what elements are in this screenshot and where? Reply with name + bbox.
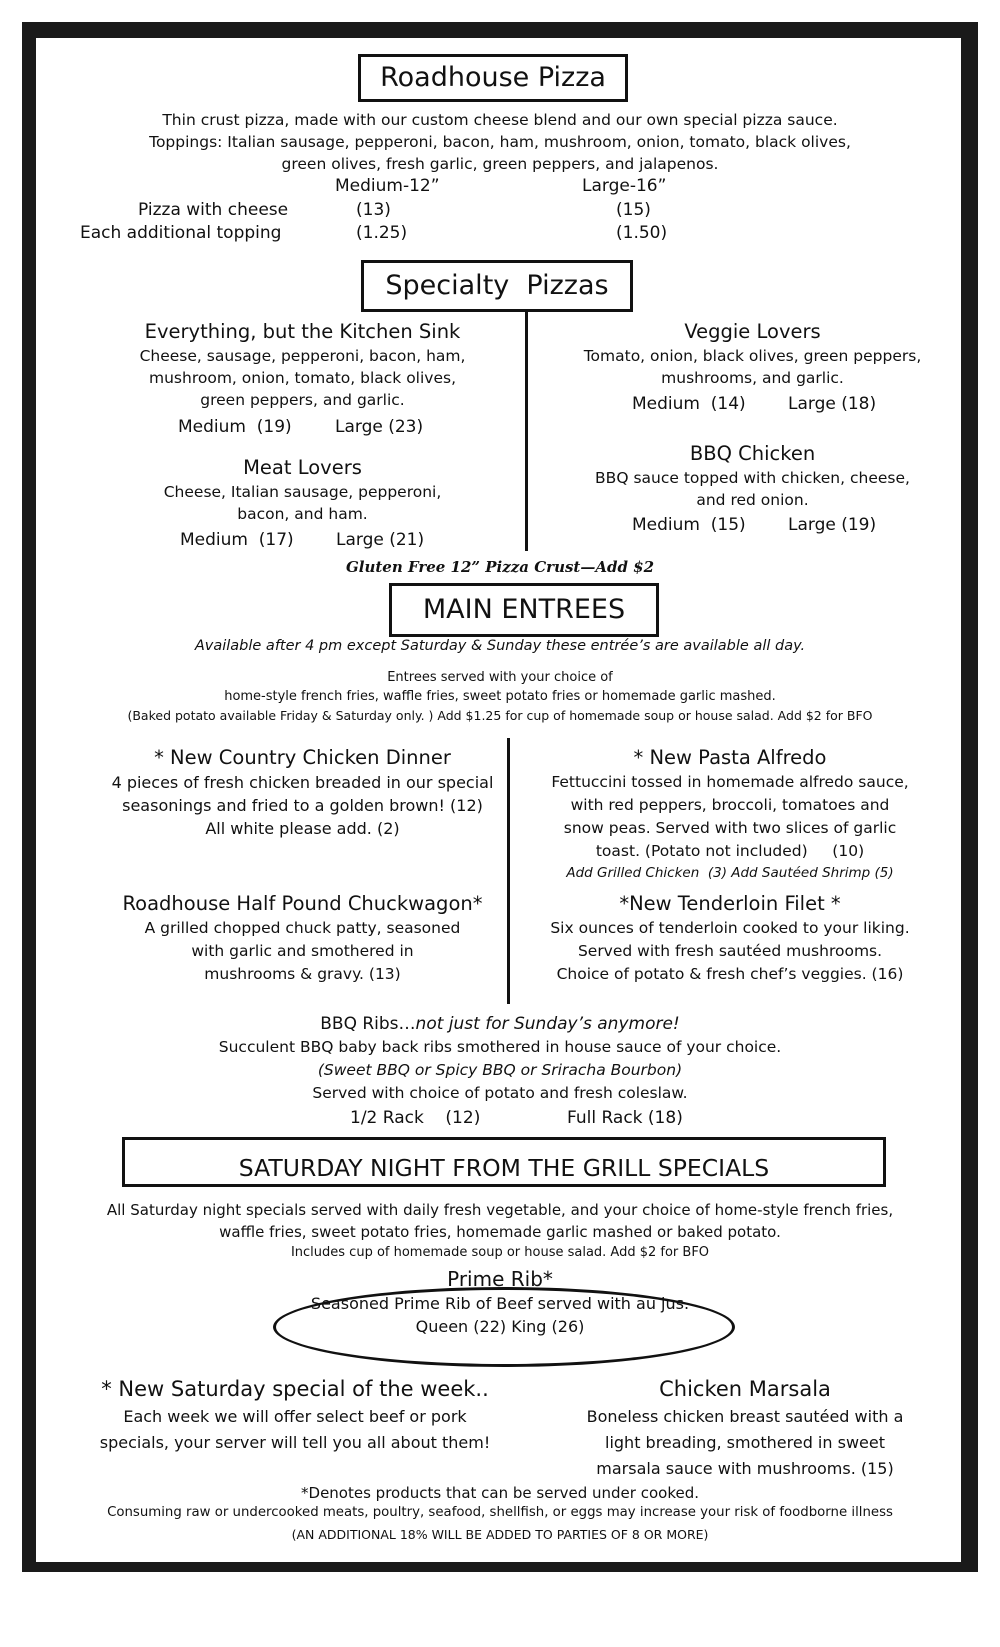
bbq-ribs-name: BBQ Ribs… xyxy=(320,1014,416,1034)
specialty-pizzas-title: Specialty Pizzas xyxy=(385,270,609,301)
veggie-lovers-desc-line: Tomato, onion, black olives, green peppers, xyxy=(583,347,922,365)
main-entrees-title: MAIN ENTREES xyxy=(422,594,626,625)
bbq-chicken-name: BBQ Chicken xyxy=(689,442,816,465)
saturday-served-line: All Saturday night specials served with daily fresh vegetable, and your choice of home-style french fries, xyxy=(106,1201,894,1219)
kitchen-sink-desc-line: green peppers, and garlic. xyxy=(200,391,405,409)
saturday-served-with xyxy=(40,1199,960,1262)
price-row-medium: (1.25) xyxy=(356,223,408,243)
kitchen-sink-medium: Medium (19) xyxy=(178,417,292,437)
meat-lovers-large: Large (21) xyxy=(336,530,425,550)
country-chicken-desc-line: seasonings and fried to a golden brown! (12) xyxy=(122,796,483,815)
saturday-served-line: Includes cup of homemade soup or house salad. Add $2 for BFO xyxy=(290,1245,710,1260)
meat-lovers-medium: Medium (17) xyxy=(180,530,294,550)
bbq-ribs-desc-line: Served with choice of potato and fresh coleslaw. xyxy=(312,1084,688,1102)
roadhouse-pizza-title-box xyxy=(358,54,628,102)
meat-lovers-desc-line: bacon, and ham. xyxy=(237,505,368,523)
entrees-served-line: Entrees served with your choice of xyxy=(387,670,613,685)
entrees-availability: Available after 4 pm except Saturday & Sunday these entrée’s are available all day. xyxy=(194,638,806,654)
pasta-alfredo-entree xyxy=(510,745,950,883)
kitchen-sink-name: Everything, but the Kitchen Sink xyxy=(144,320,461,343)
tenderloin-name: *New Tenderloin Filet * xyxy=(619,892,841,915)
party-gratuity-note: (AN ADDITIONAL 18% WILL BE ADDED TO PARTIES OF 8 OR MORE) xyxy=(291,1527,709,1542)
bbq-chicken-medium: Medium (15) xyxy=(632,515,746,535)
price-row-large: (1.50) xyxy=(616,223,668,243)
chicken-marsala-special xyxy=(540,1374,950,1482)
bbq-ribs-full-rack: Full Rack (18) xyxy=(567,1108,683,1128)
veggie-lovers-pizza xyxy=(545,319,960,389)
main-entrees-title-box xyxy=(389,583,659,637)
meat-lovers-desc-line: Cheese, Italian sausage, pepperoni, xyxy=(163,483,442,501)
foodborne-warning: Consuming raw or undercooked meats, poultry, seafood, shellfish, or eggs may increase your risk of foodborne illness xyxy=(107,1505,893,1520)
pasta-alfredo-desc-line: toast. (Potato not included) (10) xyxy=(595,842,865,860)
tenderloin-desc-line: Served with fresh sautéed mushrooms. xyxy=(577,942,883,960)
kitchen-sink-pizza xyxy=(105,319,500,411)
chuckwagon-entree xyxy=(80,891,525,986)
veggie-lovers-large: Large (18) xyxy=(788,394,877,414)
bbq-chicken-pizza xyxy=(545,441,960,511)
chicken-marsala-desc-line: Boneless chicken breast sautéed with a xyxy=(586,1407,904,1426)
price-row-large: (15) xyxy=(616,200,651,220)
roadhouse-pizza-title: Roadhouse Pizza xyxy=(380,62,606,93)
pasta-alfredo-desc-line: with red peppers, broccoli, tomatoes and xyxy=(570,796,890,814)
bbq-chicken-large: Large (19) xyxy=(788,515,877,535)
meat-lovers-name: Meat Lovers xyxy=(243,456,362,479)
entrees-served-with xyxy=(40,668,960,725)
veggie-lovers-desc-line: mushrooms, and garlic. xyxy=(661,369,844,387)
weekly-special-name: * New Saturday special of the week.. xyxy=(101,1377,489,1401)
prime-rib-name: Prime Rib* xyxy=(447,1267,553,1291)
veggie-lovers-medium: Medium (14) xyxy=(632,394,746,414)
undercooked-note: *Denotes products that can be served under cooked. xyxy=(301,1484,699,1502)
chicken-marsala-name: Chicken Marsala xyxy=(659,1377,831,1401)
tenderloin-desc-line: Choice of potato & fresh chef’s veggies. (16) xyxy=(556,965,904,983)
pasta-alfredo-desc-line: Fettuccini tossed in homemade alfredo sauce, xyxy=(551,773,909,791)
entrees-served-line: (Baked potato available Friday & Saturday only. ) Add $1.25 for cup of homemade soup or house salad. Add $2 for BFO xyxy=(127,708,873,723)
kitchen-sink-desc-line: mushroom, onion, tomato, black olives, xyxy=(149,369,456,387)
bbq-ribs-tagline: not just for Sunday’s anymore! xyxy=(415,1014,680,1034)
veggie-lovers-name: Veggie Lovers xyxy=(684,320,821,343)
kitchen-sink-large: Large (23) xyxy=(335,417,424,437)
chuckwagon-desc-line: A grilled chopped chuck patty, seasoned xyxy=(144,919,461,937)
price-row-label: Pizza with cheese xyxy=(138,200,289,220)
specialty-pizzas-title-box xyxy=(361,260,633,312)
col-header-medium: Medium-12” xyxy=(335,176,440,196)
prime-rib-special xyxy=(260,1266,740,1338)
meat-lovers-pizza xyxy=(105,455,500,525)
weekly-special xyxy=(60,1374,530,1456)
menu-footer xyxy=(40,1484,960,1548)
roadhouse-description xyxy=(40,109,960,175)
pasta-alfredo-name: * New Pasta Alfredo xyxy=(633,746,827,769)
country-chicken-entree xyxy=(80,745,525,840)
chicken-marsala-desc-line: marsala sauce with mushrooms. (15) xyxy=(596,1459,894,1478)
price-row-label: Each additional topping xyxy=(80,223,282,243)
col-header-large: Large-16” xyxy=(582,176,667,196)
gluten-free-note: Gluten Free 12” Pizza Crust—Add $2 xyxy=(345,558,655,576)
prime-rib-price: Queen (22) King (26) xyxy=(415,1317,585,1336)
bbq-ribs-half-rack: 1/2 Rack (12) xyxy=(350,1108,481,1128)
prime-rib-desc: Seasoned Prime Rib of Beef served with au jus. xyxy=(310,1294,690,1313)
tenderloin-entree xyxy=(510,891,950,986)
price-row-medium: (13) xyxy=(356,200,391,220)
pasta-alfredo-addons: Add Grilled Chicken (3) Add Sautéed Shrimp (5) xyxy=(566,865,894,881)
bbq-ribs-entree xyxy=(40,1012,960,1105)
specialty-divider xyxy=(525,311,528,551)
roadhouse-desc-line-1: Thin crust pizza, made with our custom cheese blend and our own special pizza sauce. xyxy=(162,111,838,129)
chicken-marsala-desc-line: light breading, smothered in sweet xyxy=(605,1433,885,1452)
saturday-specials-title-box xyxy=(122,1137,886,1187)
weekly-special-desc-line: Each week we will offer select beef or pork xyxy=(123,1407,467,1426)
saturday-served-line: waffle fries, sweet potato fries, homemade garlic mashed or baked potato. xyxy=(219,1223,781,1241)
tenderloin-desc-line: Six ounces of tenderloin cooked to your liking. xyxy=(550,919,910,937)
saturday-specials-title: SATURDAY NIGHT FROM THE GRILL SPECIALS xyxy=(238,1154,770,1182)
country-chicken-desc-line: All white please add. (2) xyxy=(205,819,400,838)
country-chicken-desc-line: 4 pieces of fresh chicken breaded in our special xyxy=(111,773,494,792)
pasta-alfredo-desc-line: snow peas. Served with two slices of garlic xyxy=(563,819,897,837)
weekly-special-desc-line: specials, your server will tell you all about them! xyxy=(99,1433,491,1452)
chuckwagon-desc-line: with garlic and smothered in xyxy=(191,942,414,960)
bbq-chicken-desc-line: BBQ sauce topped with chicken, cheese, xyxy=(595,469,910,487)
roadhouse-desc-line-3: green olives, fresh garlic, green peppers, and jalapenos. xyxy=(281,155,719,173)
kitchen-sink-desc-line: Cheese, sausage, pepperoni, bacon, ham, xyxy=(139,347,466,365)
roadhouse-desc-line-2: Toppings: Italian sausage, pepperoni, bacon, ham, mushroom, onion, tomato, black olives, xyxy=(149,133,851,151)
chuckwagon-desc-line: mushrooms & gravy. (13) xyxy=(204,965,401,983)
bbq-ribs-sauces: (Sweet BBQ or Spicy BBQ or Sriracha Bourbon) xyxy=(317,1061,683,1079)
bbq-chicken-desc-line: and red onion. xyxy=(696,491,809,509)
bbq-ribs-desc-line: Succulent BBQ baby back ribs smothered in house sauce of your choice. xyxy=(218,1038,782,1056)
country-chicken-name: * New Country Chicken Dinner xyxy=(154,746,451,769)
entrees-served-line: home-style french fries, waffle fries, sweet potato fries or homemade garlic mashed. xyxy=(224,689,776,704)
chuckwagon-name: Roadhouse Half Pound Chuckwagon* xyxy=(122,892,483,915)
